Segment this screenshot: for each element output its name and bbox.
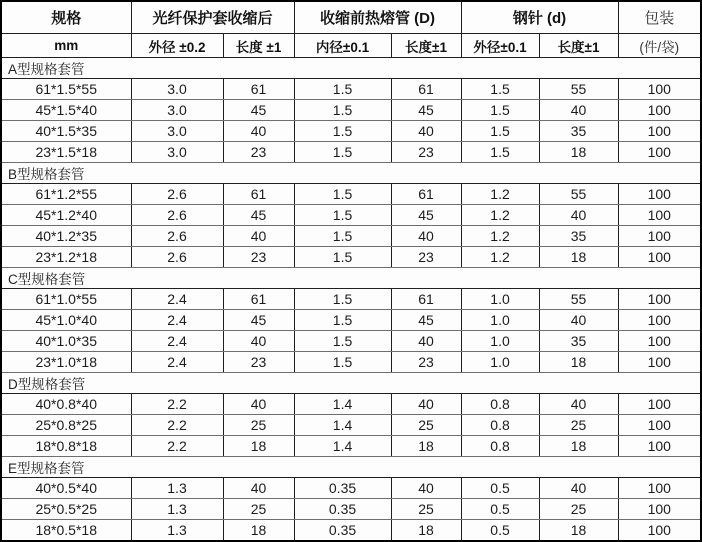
- spec-cell: 25*0.5*25: [1, 499, 131, 520]
- value-cell: 2.2: [131, 436, 223, 457]
- value-cell: 1.4: [294, 415, 391, 436]
- table-row: [1, 394, 701, 415]
- value-cell: 0.35: [294, 478, 391, 499]
- header-group-row: [1, 1, 701, 34]
- value-cell: 0.8: [461, 415, 539, 436]
- value-cell: 45: [391, 310, 461, 331]
- value-cell: 1.2: [461, 184, 539, 205]
- value-cell: 1.0: [461, 331, 539, 352]
- value-cell: 1.5: [294, 289, 391, 310]
- table-body: [1, 58, 701, 542]
- value-cell: 0.35: [294, 499, 391, 520]
- subheader-outer-dia-2: 外径±0.1: [461, 34, 539, 58]
- value-cell: 18: [539, 352, 618, 373]
- value-cell: 40: [539, 394, 618, 415]
- header-sub-row: [1, 34, 701, 58]
- value-cell: 100: [618, 394, 701, 415]
- value-cell: 100: [618, 436, 701, 457]
- table-row: [1, 478, 701, 499]
- header-spec: 规格: [1, 1, 131, 34]
- value-cell: 100: [618, 205, 701, 226]
- value-cell: 1.2: [461, 247, 539, 268]
- subheader-inner-dia: 内径±0.1: [294, 34, 391, 58]
- value-cell: 25: [391, 499, 461, 520]
- spec-cell: 40*0.8*40: [1, 394, 131, 415]
- table-row: [1, 415, 701, 436]
- value-cell: 61: [223, 184, 294, 205]
- value-cell: 2.2: [131, 415, 223, 436]
- section-title: D型规格套管: [1, 373, 701, 394]
- section-title-row: [1, 457, 701, 478]
- value-cell: 61: [223, 79, 294, 100]
- value-cell: 1.5: [461, 142, 539, 163]
- value-cell: 23: [391, 247, 461, 268]
- value-cell: 18: [539, 142, 618, 163]
- table-row: [1, 499, 701, 520]
- value-cell: 23: [223, 352, 294, 373]
- value-cell: 40: [223, 331, 294, 352]
- spec-cell: 61*1.5*55: [1, 79, 131, 100]
- value-cell: 40: [391, 478, 461, 499]
- value-cell: 18: [539, 436, 618, 457]
- value-cell: 0.8: [461, 394, 539, 415]
- value-cell: 1.0: [461, 352, 539, 373]
- value-cell: 1.5: [294, 310, 391, 331]
- spec-cell: 45*1.2*40: [1, 205, 131, 226]
- table-row: [1, 205, 701, 226]
- spec-cell: 18*0.8*18: [1, 436, 131, 457]
- header-tube-before-shrink: 收缩前热熔管 (D): [294, 1, 461, 34]
- value-cell: 1.5: [294, 331, 391, 352]
- value-cell: 100: [618, 352, 701, 373]
- subheader-length-2: 长度±1: [391, 34, 461, 58]
- value-cell: 23: [391, 352, 461, 373]
- spec-cell: 40*1.2*35: [1, 226, 131, 247]
- header-sleeve-after-shrink: 光纤保护套收缩后: [131, 1, 294, 34]
- value-cell: 2.4: [131, 289, 223, 310]
- value-cell: 0.5: [461, 478, 539, 499]
- spec-cell: 40*1.5*35: [1, 121, 131, 142]
- value-cell: 1.0: [461, 310, 539, 331]
- value-cell: 100: [618, 415, 701, 436]
- spec-cell: 45*1.5*40: [1, 100, 131, 121]
- value-cell: 100: [618, 79, 701, 100]
- value-cell: 100: [618, 520, 701, 542]
- value-cell: 1.0: [461, 289, 539, 310]
- spec-cell: 45*1.0*40: [1, 310, 131, 331]
- value-cell: 45: [223, 100, 294, 121]
- spec-cell: 61*1.2*55: [1, 184, 131, 205]
- value-cell: 40: [391, 331, 461, 352]
- section-title: B型规格套管: [1, 163, 701, 184]
- table-row: [1, 331, 701, 352]
- value-cell: 2.6: [131, 184, 223, 205]
- value-cell: 40: [539, 478, 618, 499]
- value-cell: 18: [391, 520, 461, 542]
- value-cell: 40: [391, 121, 461, 142]
- value-cell: 25: [539, 415, 618, 436]
- value-cell: 1.5: [294, 100, 391, 121]
- value-cell: 1.5: [294, 205, 391, 226]
- value-cell: 61: [223, 289, 294, 310]
- value-cell: 25: [223, 415, 294, 436]
- value-cell: 1.3: [131, 499, 223, 520]
- value-cell: 100: [618, 184, 701, 205]
- table-row: [1, 352, 701, 373]
- table-header: [1, 1, 701, 58]
- header-steel-needle: 钢针 (d): [461, 1, 618, 34]
- value-cell: 3.0: [131, 142, 223, 163]
- value-cell: 0.5: [461, 520, 539, 542]
- value-cell: 45: [223, 310, 294, 331]
- table-row: [1, 121, 701, 142]
- spec-cell: 61*1.0*55: [1, 289, 131, 310]
- section-title-row: [1, 163, 701, 184]
- value-cell: 100: [618, 289, 701, 310]
- value-cell: 2.6: [131, 247, 223, 268]
- value-cell: 40: [223, 226, 294, 247]
- table-row: [1, 247, 701, 268]
- value-cell: 1.5: [294, 184, 391, 205]
- spec-cell: 18*0.5*18: [1, 520, 131, 542]
- value-cell: 1.5: [294, 121, 391, 142]
- value-cell: 18: [539, 520, 618, 542]
- value-cell: 61: [391, 289, 461, 310]
- subheader-outer-dia-1: 外径 ±0.2: [131, 34, 223, 58]
- value-cell: 100: [618, 478, 701, 499]
- table-row: [1, 289, 701, 310]
- value-cell: 100: [618, 499, 701, 520]
- value-cell: 2.4: [131, 310, 223, 331]
- value-cell: 1.5: [461, 121, 539, 142]
- value-cell: 40: [223, 478, 294, 499]
- table-row: [1, 184, 701, 205]
- value-cell: 100: [618, 142, 701, 163]
- value-cell: 100: [618, 331, 701, 352]
- value-cell: 2.6: [131, 226, 223, 247]
- value-cell: 23: [223, 247, 294, 268]
- spec-cell: 23*1.2*18: [1, 247, 131, 268]
- table-row: [1, 520, 701, 542]
- spec-cell: 23*1.0*18: [1, 352, 131, 373]
- spec-cell: 40*1.0*35: [1, 331, 131, 352]
- section-title-row: [1, 58, 701, 79]
- value-cell: 1.5: [294, 226, 391, 247]
- spec-cell: 40*0.5*40: [1, 478, 131, 499]
- value-cell: 1.2: [461, 205, 539, 226]
- value-cell: 40: [539, 205, 618, 226]
- value-cell: 2.2: [131, 394, 223, 415]
- value-cell: 18: [223, 520, 294, 542]
- value-cell: 40: [539, 310, 618, 331]
- value-cell: 25: [539, 499, 618, 520]
- table-row: [1, 79, 701, 100]
- value-cell: 1.5: [294, 142, 391, 163]
- value-cell: 0.35: [294, 520, 391, 542]
- value-cell: 100: [618, 100, 701, 121]
- spec-cell: 23*1.5*18: [1, 142, 131, 163]
- value-cell: 1.2: [461, 226, 539, 247]
- table-row: [1, 142, 701, 163]
- value-cell: 1.4: [294, 394, 391, 415]
- value-cell: 45: [391, 100, 461, 121]
- value-cell: 35: [539, 226, 618, 247]
- value-cell: 3.0: [131, 121, 223, 142]
- value-cell: 100: [618, 121, 701, 142]
- value-cell: 45: [223, 205, 294, 226]
- value-cell: 1.5: [294, 79, 391, 100]
- spec-cell: 25*0.8*25: [1, 415, 131, 436]
- value-cell: 61: [391, 184, 461, 205]
- table-row: [1, 436, 701, 457]
- value-cell: 100: [618, 310, 701, 331]
- value-cell: 55: [539, 79, 618, 100]
- value-cell: 1.3: [131, 478, 223, 499]
- subheader-length-3: 长度±1: [539, 34, 618, 58]
- table-row: [1, 100, 701, 121]
- value-cell: 100: [618, 247, 701, 268]
- value-cell: 45: [391, 205, 461, 226]
- section-title: E型规格套管: [1, 457, 701, 478]
- value-cell: 55: [539, 289, 618, 310]
- value-cell: 2.4: [131, 352, 223, 373]
- table-row: [1, 310, 701, 331]
- subheader-pcs-per-bag: (件/袋): [618, 34, 701, 58]
- subheader-mm: mm: [1, 34, 131, 58]
- value-cell: 25: [391, 415, 461, 436]
- value-cell: 0.8: [461, 436, 539, 457]
- value-cell: 61: [391, 79, 461, 100]
- value-cell: 40: [223, 394, 294, 415]
- value-cell: 40: [391, 394, 461, 415]
- value-cell: 3.0: [131, 100, 223, 121]
- value-cell: 1.5: [461, 100, 539, 121]
- subheader-length-1: 长度 ±1: [223, 34, 294, 58]
- value-cell: 18: [391, 436, 461, 457]
- section-title: C型规格套管: [1, 268, 701, 289]
- value-cell: 23: [223, 142, 294, 163]
- table-row: [1, 226, 701, 247]
- value-cell: 55: [539, 184, 618, 205]
- section-title-row: [1, 373, 701, 394]
- value-cell: 1.4: [294, 436, 391, 457]
- value-cell: 35: [539, 121, 618, 142]
- section-title: A型规格套管: [1, 58, 701, 79]
- header-packaging: 包装: [618, 1, 701, 34]
- value-cell: 18: [223, 436, 294, 457]
- value-cell: 40: [223, 121, 294, 142]
- value-cell: 100: [618, 226, 701, 247]
- value-cell: 0.5: [461, 499, 539, 520]
- value-cell: 23: [391, 142, 461, 163]
- value-cell: 35: [539, 331, 618, 352]
- value-cell: 25: [223, 499, 294, 520]
- value-cell: 2.6: [131, 205, 223, 226]
- value-cell: 2.4: [131, 331, 223, 352]
- value-cell: 1.3: [131, 520, 223, 542]
- value-cell: 1.5: [461, 79, 539, 100]
- value-cell: 3.0: [131, 79, 223, 100]
- value-cell: 40: [539, 100, 618, 121]
- value-cell: 1.5: [294, 247, 391, 268]
- section-title-row: [1, 268, 701, 289]
- value-cell: 18: [539, 247, 618, 268]
- value-cell: 1.5: [294, 352, 391, 373]
- value-cell: 40: [391, 226, 461, 247]
